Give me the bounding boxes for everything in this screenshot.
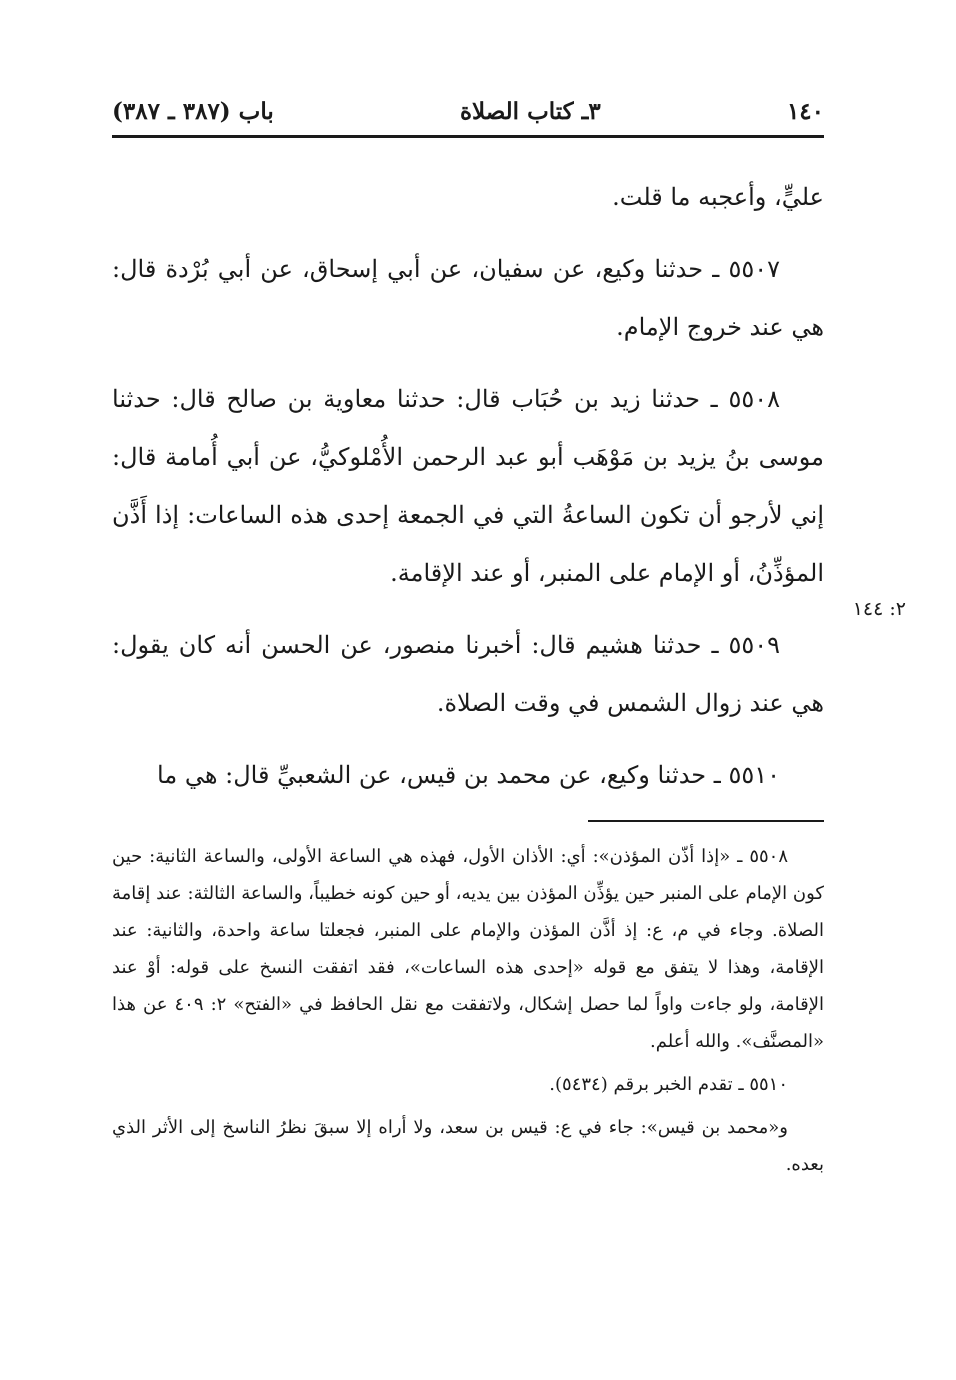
hadith-5508: ٥٥٠٨ ـ حدثنا زيد بن حُبَاب قال: حدثنا معاوية بن صالح قال: حدثنا موسى بنُ يزيد بن مَوْهَب أبو عبد الرحمن الأُمْلوكيُّ، عن أبي أُمامة قال: إني لأرجو أن تكون الساعةُ التي في الجمعة إحدى هذه الساعات: إذا أَذَّن المؤذِّنُ، أو الإمام على المنبر، أو عند الإقامة.: [112, 385, 824, 587]
main-text: [112, 168, 824, 818]
footnote-divider: [588, 820, 824, 822]
hadith-5509: ٥٥٠٩ ـ حدثنا هشيم قال: أخبرنا منصور، عن الحسن أنه كان يقول: هي عند زوال الشمس في وقت الصلاة.: [112, 631, 824, 717]
hadith-5510: ٥٥١٠ ـ حدثنا وكيع، عن محمد بن قيس، عن الشعبيِّ قال: هي ما: [157, 761, 780, 789]
book-title: ٣ـ كتاب الصلاة: [459, 98, 601, 125]
footnotes: [112, 838, 824, 1189]
page-number: ١٤٠: [786, 98, 824, 125]
footnote-5510-note: و«محمد بن قيس»: جاء في ع: قيس بن سعد، ولا أراه إلا سبقَ نظرُ الناسخ إلى الأثر الذي بعده.: [112, 1117, 824, 1175]
running-header: [112, 88, 824, 138]
hadith-5507: ٥٥٠٧ ـ حدثنا وكيع، عن سفيان، عن أبي إسحاق، عن أبي بُرْدة قال: هي عند خروج الإمام.: [112, 255, 824, 341]
footnote-5510: ٥٥١٠ ـ تقدم الخبر برقم (٥٤٣٤).: [549, 1074, 788, 1095]
text-paragraph: عليٍّ، وأعجبه ما قلت.: [612, 183, 824, 211]
margin-reference: ٢: ١٤٤: [852, 598, 906, 620]
footnote-5508: ٥٥٠٨ ـ «إذا أذّن المؤذن»: أي: الأذان الأول، فهذه هي الساعة الأولى، والساعة الثانية: حين كون الإمام على المنبر حين يؤذِّن المؤذن بين يديه، أو حين كونه خطيباً، والساعة الثالثة: عند إقامة الصلاة. وجاء في م، ع: إذ أذَّن المؤذن والإمام على المنبر، فجعلتا ساعة واحدة، والثانية: عند الإقامة، وهذا لا يتفق مع قوله «إحدى هذه الساعات»، فقد اتفقت النسخ على قوله: أوْ عند الإقامة، ولو جاءت واواً لما حصل إشكال، ولاتفقت مع نقل الحافظ في «الفتح» ٢: ٤٠٩ عن هذا «المصنَّف». والله أعلم.: [112, 846, 824, 1052]
chapter-reference: باب (٣٨٧ ـ ٣٨٧): [112, 98, 274, 125]
